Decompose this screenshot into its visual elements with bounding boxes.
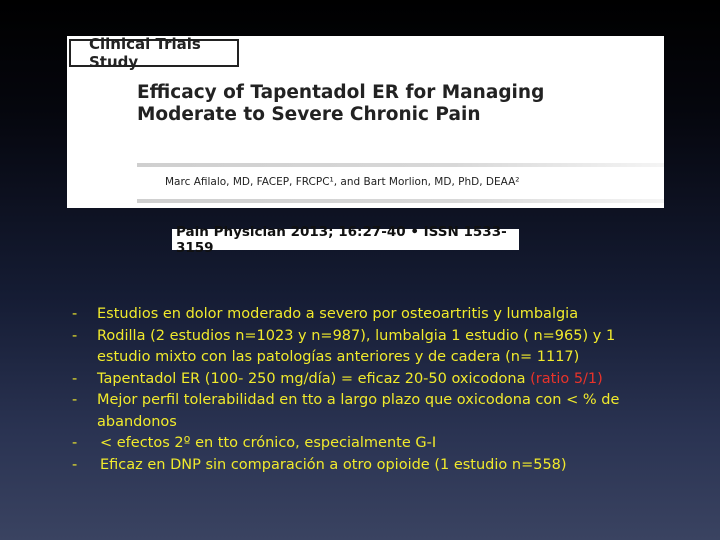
list-item xyxy=(72,390,672,433)
list-item xyxy=(72,304,672,326)
divider-top xyxy=(137,163,664,167)
bullet-dash: - xyxy=(72,306,78,322)
journal-citation: Pain Physician 2013; 16:27-40 • ISSN 1533-3159 xyxy=(172,229,519,250)
bullet-dash: - xyxy=(72,435,78,451)
paper-header-image xyxy=(67,36,664,208)
paper-title-line-2: Moderate to Severe Chronic Pain xyxy=(137,104,481,125)
bullet-dash: - xyxy=(72,370,78,387)
list-item-text: Tapentadol ER (100- 250 mg/día) = eficaz 20-50 oxicodona xyxy=(97,370,531,387)
paper-title xyxy=(137,82,617,126)
list-item-text: Mejor perfil tolerabilidad en tto a largo plazo que oxicodona con < % de abandonos xyxy=(97,392,620,430)
study-type-label: Clinical Trials Study xyxy=(69,39,239,67)
list-item xyxy=(72,455,672,477)
divider-bottom xyxy=(137,199,664,203)
list-item xyxy=(72,369,672,391)
list-item-text: Eficaz en DNP sin comparación a otro opioide (1 estudio n=558) xyxy=(100,456,567,473)
bullet-dash: - xyxy=(72,456,78,473)
list-item-text: < efectos 2º en tto crónico, especialmente G-I xyxy=(100,435,437,451)
ratio-highlight: (ratio 5/1) xyxy=(530,370,603,387)
paper-authors: Marc Afilalo, MD, FACEP, FRCPC¹, and Bart Morlion, MD, PhD, DEAA² xyxy=(165,176,520,188)
bullet-dash: - xyxy=(72,327,78,344)
paper-title-line-1: Efficacy of Tapentadol ER for Managing xyxy=(137,82,545,103)
findings-list xyxy=(72,304,672,476)
list-item-text: Estudios en dolor moderado a severo por osteoartritis y lumbalgia xyxy=(97,306,579,322)
list-item-text: Rodilla (2 estudios n=1023 y n=987), lumbalgia 1 estudio ( n=965) y 1 estudio mixto con las patologías anteriores y de cadera (n= 1117) xyxy=(97,327,616,365)
list-item xyxy=(72,433,672,455)
bullet-dash: - xyxy=(72,392,78,408)
list-item xyxy=(72,326,672,369)
